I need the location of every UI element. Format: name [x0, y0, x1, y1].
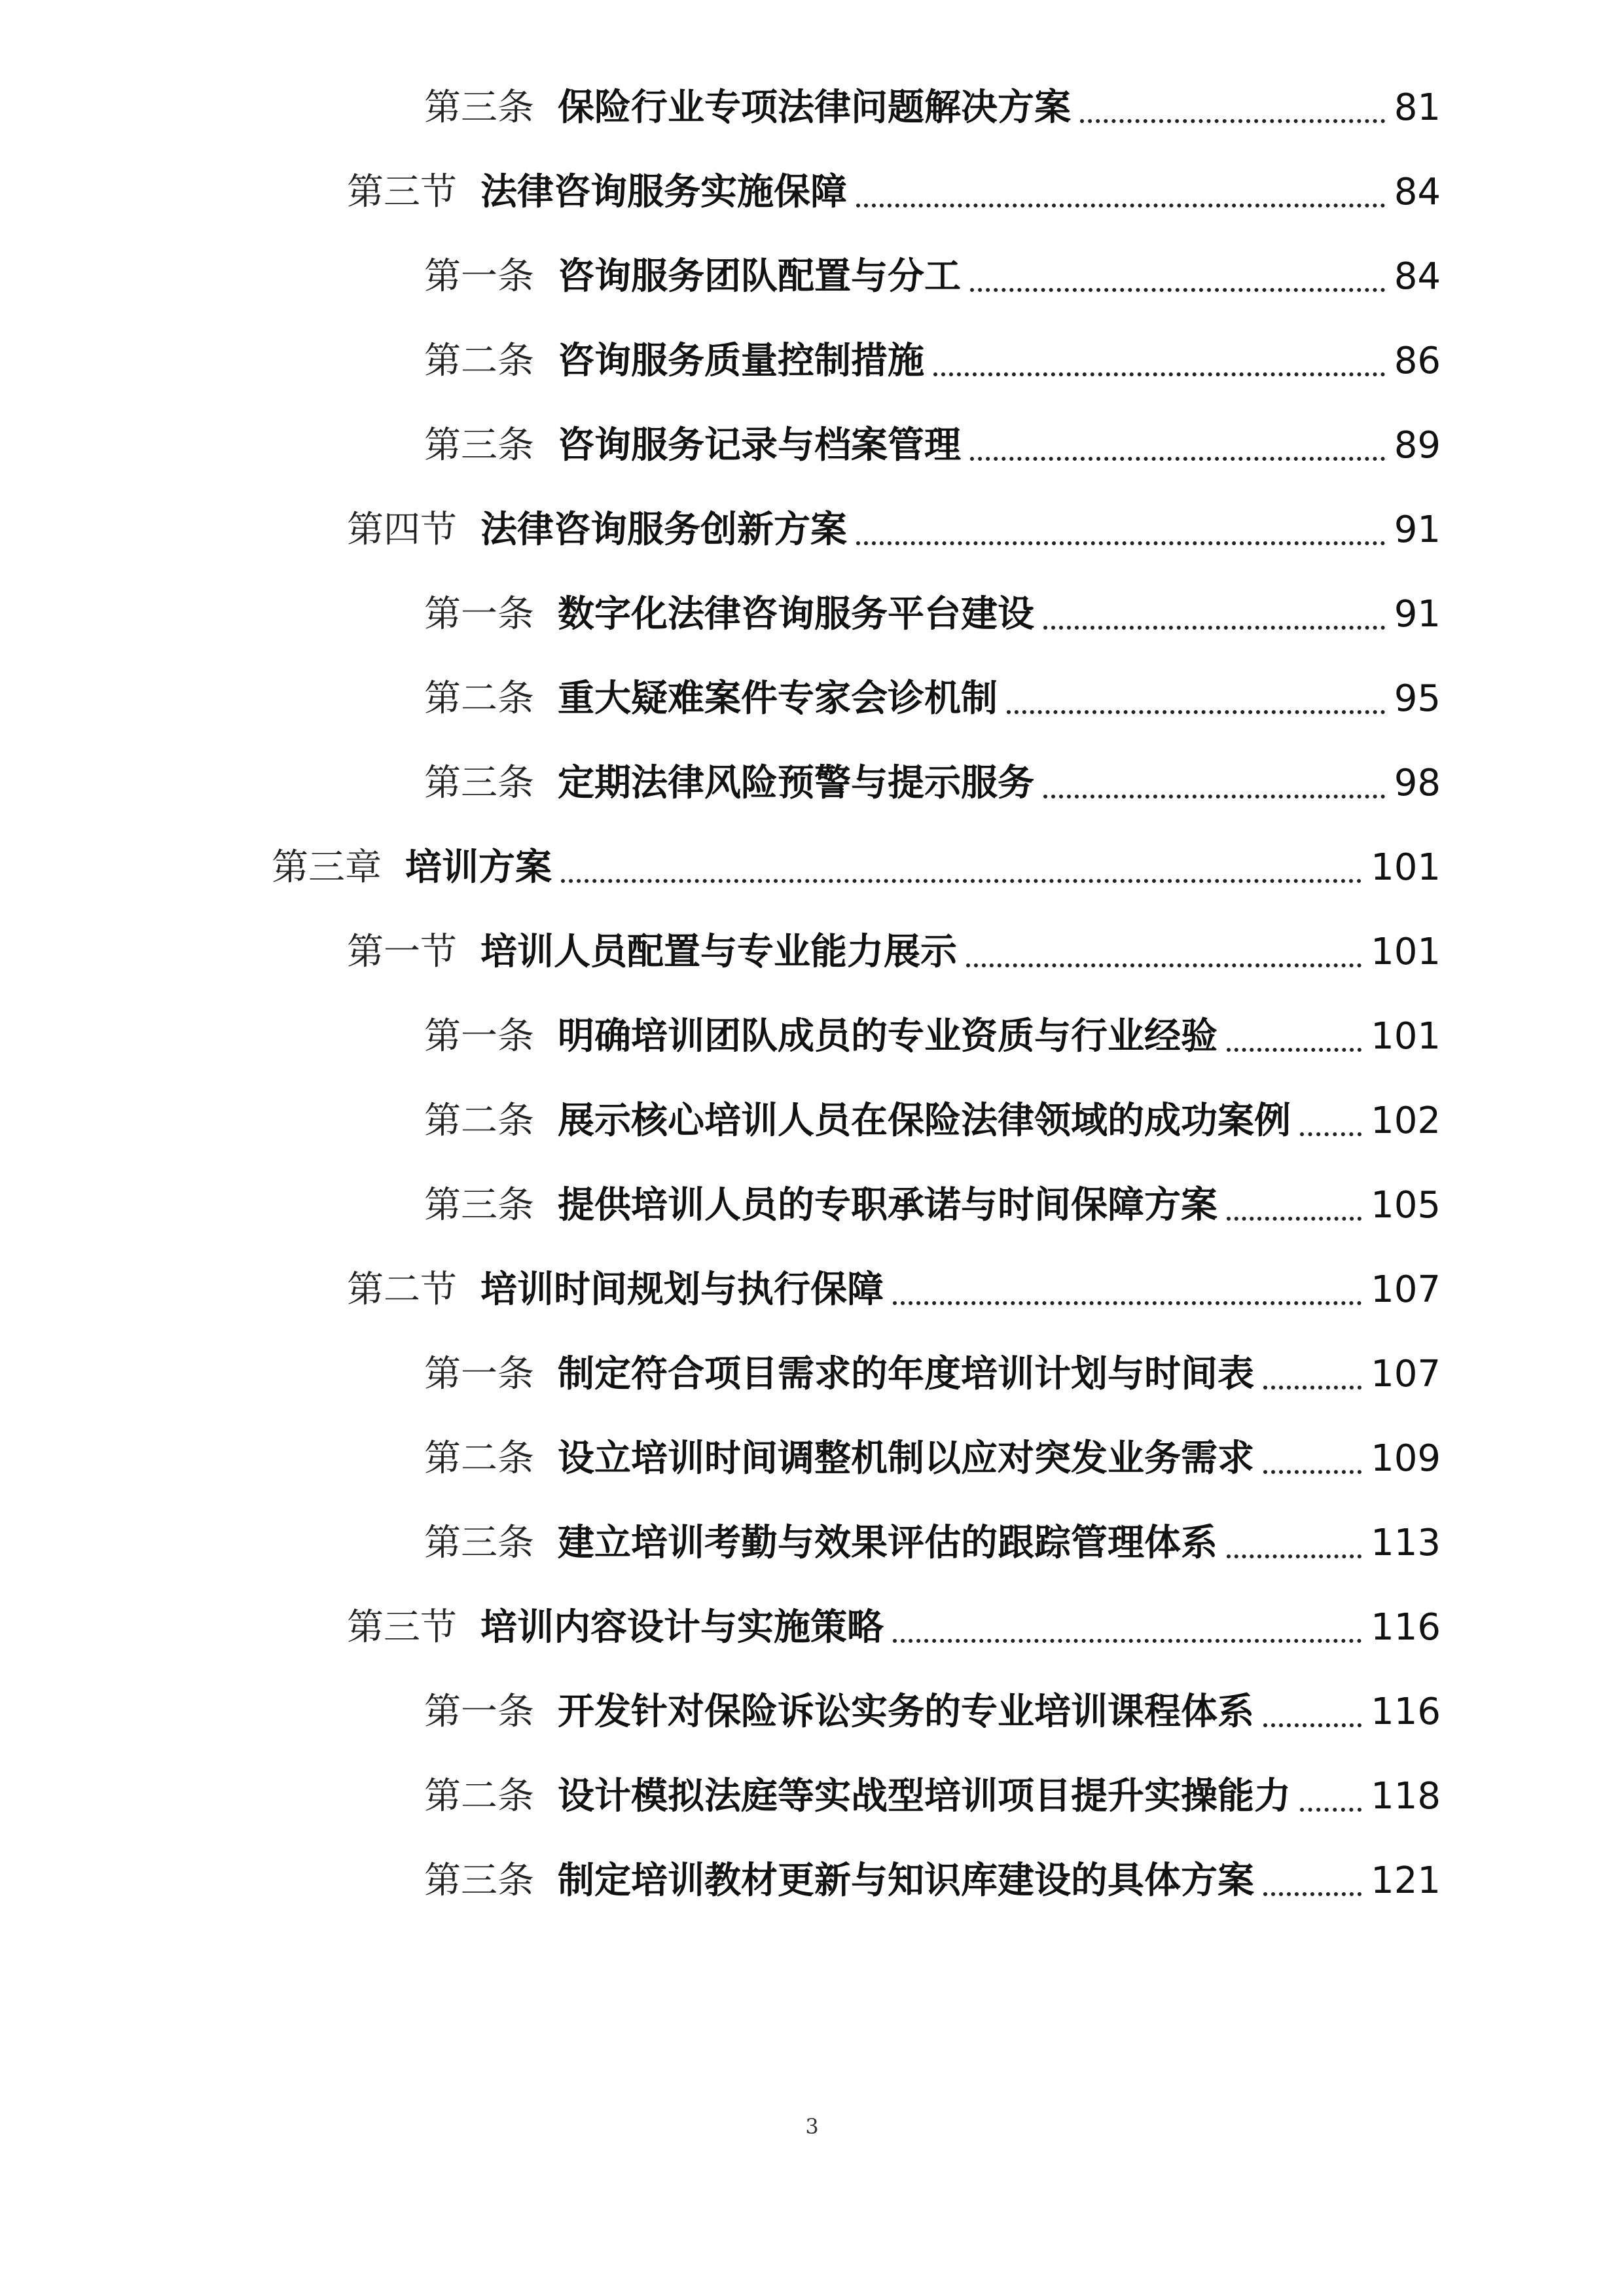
dot-leader: [1263, 1470, 1362, 1474]
toc-entry-page: 121: [1371, 1859, 1441, 1902]
toc-entry-title: 设立培训时间调整机制以应对突发业务需求: [558, 1437, 1254, 1480]
toc-entry-page: 91: [1394, 593, 1441, 636]
toc-entry-page: 86: [1394, 340, 1441, 382]
toc-entry-page: 84: [1394, 171, 1441, 213]
toc-entry[interactable]: [347, 923, 1441, 982]
toc-entry-number: 第二条: [424, 1437, 534, 1480]
toc-entry-title: 培训人员配置与专业能力展示: [480, 931, 957, 973]
toc-entry-page: 116: [1371, 1691, 1441, 1733]
toc-entry-title: 培训时间规划与执行保障: [480, 1268, 884, 1311]
toc-entry-title: 制定符合项目需求的年度培训计划与时间表: [558, 1353, 1254, 1395]
toc-entry[interactable]: [347, 163, 1441, 222]
toc-entry-title: 开发针对保险诉讼实务的专业培训课程体系: [558, 1691, 1254, 1733]
toc-entry[interactable]: [347, 501, 1441, 560]
toc-entry[interactable]: [347, 1598, 1441, 1657]
toc-entry-page: 84: [1394, 255, 1441, 298]
dot-leader: [1043, 626, 1385, 630]
toc-entry-title: 提供培训人员的专职承诺与时间保障方案: [558, 1184, 1218, 1227]
toc-entry-page: 113: [1371, 1522, 1441, 1564]
dot-leader: [1227, 1217, 1362, 1221]
toc-entry-title: 重大疑难案件专家会诊机制: [558, 677, 998, 720]
toc-entry-number: 第四节: [347, 509, 457, 551]
toc-entry-number: 第一节: [347, 931, 457, 973]
toc-entry-number: 第三条: [424, 424, 534, 467]
toc-entry[interactable]: [424, 585, 1441, 644]
toc-entry-number: 第一条: [424, 255, 534, 298]
toc-entry[interactable]: [424, 1767, 1441, 1826]
dot-leader: [561, 879, 1362, 883]
dot-leader: [1007, 710, 1385, 714]
toc-entry[interactable]: [424, 1345, 1441, 1404]
dot-leader: [966, 963, 1362, 967]
toc-entry-number: 第一条: [424, 593, 534, 636]
toc-entry-page: 89: [1394, 424, 1441, 467]
dot-leader: [1300, 1132, 1362, 1136]
toc-entry[interactable]: [347, 1261, 1441, 1319]
toc-entry-number: 第二条: [424, 1100, 534, 1142]
toc-entry-page: 101: [1371, 846, 1441, 889]
toc-entry-number: 第三条: [424, 1184, 534, 1227]
toc-entry-number: 第一条: [424, 1015, 534, 1058]
dot-leader: [1227, 1048, 1362, 1052]
toc-entry[interactable]: [424, 247, 1441, 306]
toc-entry[interactable]: [424, 754, 1441, 813]
toc-entry-page: 102: [1371, 1100, 1441, 1142]
dot-leader: [970, 288, 1385, 292]
toc-entry-page: 101: [1371, 931, 1441, 973]
toc-entry-page: 107: [1371, 1353, 1441, 1395]
dot-leader: [893, 1301, 1362, 1305]
toc-entry[interactable]: [272, 838, 1441, 897]
toc-entry-title: 咨询服务记录与档案管理: [558, 424, 961, 467]
toc-entry-title: 制定培训教材更新与知识库建设的具体方案: [558, 1859, 1254, 1902]
toc-entry[interactable]: [424, 79, 1441, 137]
dot-leader: [856, 204, 1385, 207]
toc-entry-title: 法律咨询服务实施保障: [480, 171, 847, 213]
toc-entry-title: 法律咨询服务创新方案: [480, 509, 847, 551]
toc-entry-title: 培训方案: [405, 846, 552, 889]
dot-leader: [1080, 119, 1385, 123]
toc-entry-number: 第三条: [424, 762, 534, 804]
dot-leader: [1227, 1554, 1362, 1558]
toc-entry-page: 118: [1371, 1775, 1441, 1818]
toc-entry-number: 第三章: [272, 846, 382, 889]
toc-entry[interactable]: [424, 1429, 1441, 1488]
toc-entry-number: 第三节: [347, 1606, 457, 1649]
dot-leader: [856, 541, 1385, 545]
toc-entry-number: 第一条: [424, 1691, 534, 1733]
toc-entry-title: 咨询服务质量控制措施: [558, 340, 924, 382]
toc-entry-title: 数字化法律咨询服务平台建设: [558, 593, 1034, 636]
toc-entry[interactable]: [424, 1852, 1441, 1910]
toc-entry-page: 116: [1371, 1606, 1441, 1649]
toc-entry[interactable]: [424, 1514, 1441, 1573]
toc-entry-page: 107: [1371, 1268, 1441, 1311]
toc-entry-page: 81: [1394, 86, 1441, 129]
dot-leader: [933, 372, 1385, 376]
toc-entry[interactable]: [424, 332, 1441, 391]
toc-entry[interactable]: [424, 416, 1441, 475]
dot-leader: [1263, 1723, 1362, 1727]
toc-entry-number: 第二节: [347, 1268, 457, 1311]
toc-entry-title: 展示核心培训人员在保险法律领域的成功案例: [558, 1100, 1291, 1142]
page-number: 3: [805, 2114, 819, 2139]
toc-entry[interactable]: [424, 1092, 1441, 1151]
toc-entry[interactable]: [424, 1007, 1441, 1066]
toc-entry-number: 第三条: [424, 1522, 534, 1564]
dot-leader: [1300, 1808, 1362, 1812]
toc-entry[interactable]: [424, 1683, 1441, 1742]
dot-leader: [1263, 1386, 1362, 1390]
dot-leader: [1263, 1892, 1362, 1896]
dot-leader: [970, 457, 1385, 461]
toc-entry-title: 建立培训考勤与效果评估的跟踪管理体系: [558, 1522, 1218, 1564]
toc-entry-title: 明确培训团队成员的专业资质与行业经验: [558, 1015, 1218, 1058]
toc-entry-page: 109: [1371, 1437, 1441, 1480]
toc-entry-title: 培训内容设计与实施策略: [480, 1606, 884, 1649]
toc-entry-page: 95: [1394, 677, 1441, 720]
dot-leader: [893, 1639, 1362, 1643]
toc-entry-page: 101: [1371, 1015, 1441, 1058]
toc-entry[interactable]: [424, 670, 1441, 728]
toc-entry-page: 91: [1394, 509, 1441, 551]
toc-entry-page: 105: [1371, 1184, 1441, 1227]
dot-leader: [1043, 795, 1385, 798]
toc-entry-title: 咨询服务团队配置与分工: [558, 255, 961, 298]
toc-entry-number: 第二条: [424, 340, 534, 382]
toc-entry-title: 保险行业专项法律问题解决方案: [558, 86, 1071, 129]
toc-entry-number: 第一条: [424, 1353, 534, 1395]
toc-entry-title: 定期法律风险预警与提示服务: [558, 762, 1034, 804]
toc-entry[interactable]: [424, 1176, 1441, 1235]
toc-entry-page: 98: [1394, 762, 1441, 804]
toc-entry-number: 第二条: [424, 677, 534, 720]
toc-entry-number: 第三条: [424, 86, 534, 129]
toc-entry-number: 第二条: [424, 1775, 534, 1818]
toc-entry-number: 第三条: [424, 1859, 534, 1902]
toc-entry-title: 设计模拟法庭等实战型培训项目提升实操能力: [558, 1775, 1291, 1818]
toc-entry-number: 第三节: [347, 171, 457, 213]
